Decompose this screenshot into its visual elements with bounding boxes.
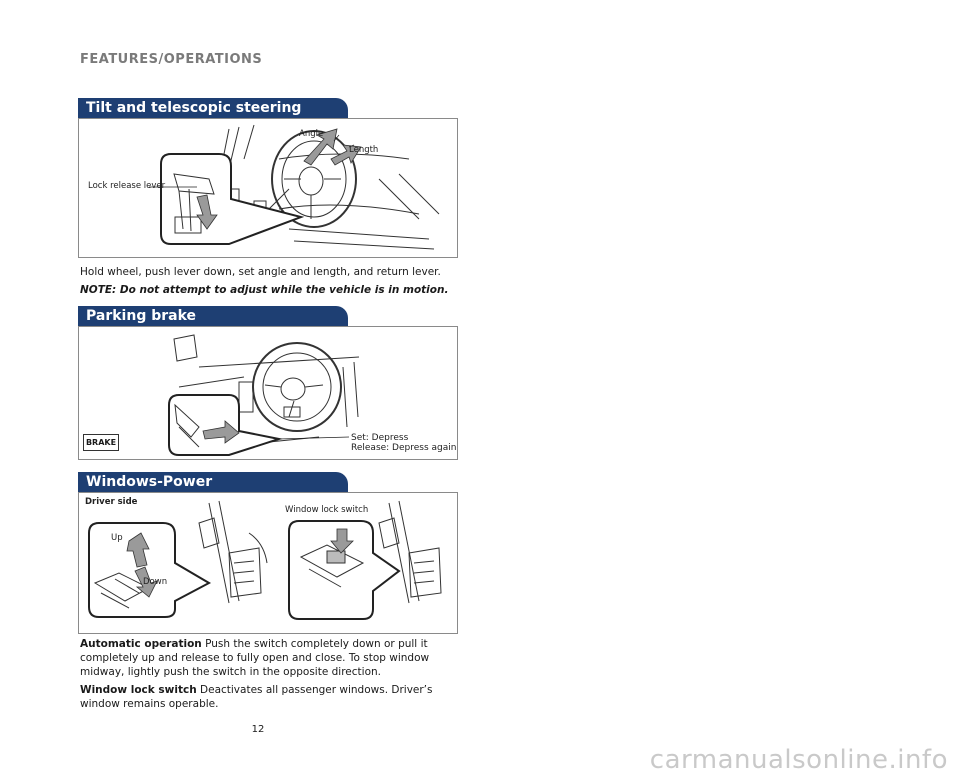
automatic-operation-label: Automatic operation (80, 638, 202, 650)
parking-release-label: Release: Depress again (351, 443, 457, 453)
tilt-note: NOTE: Do not attempt to adjust while the vehicle is in motion. (80, 284, 449, 296)
page-header: FEATURES/OPERATIONS (80, 52, 263, 67)
callout-down: Down (143, 577, 168, 587)
windows-instructions (80, 637, 460, 711)
window-lock-text: Deactivates all passenger windows. Driver’s window remains operable. (80, 684, 433, 710)
page-number: 12 (251, 724, 265, 735)
callout-up: Up (111, 533, 123, 543)
figure-parking-brake (78, 326, 458, 460)
window-lock-paragraph (80, 683, 460, 711)
callout-lock-release-lever: Lock release lever (88, 181, 166, 191)
figure-windows (78, 492, 458, 634)
watermark: carmanualsonline.info (649, 745, 948, 775)
section-tab-windows-power: Windows-Power (78, 472, 348, 492)
callout-angle: Angle (299, 129, 324, 139)
brake-badge: BRAKE (83, 434, 119, 451)
section-tab-tilt: Tilt and telescopic steering (78, 98, 348, 118)
window-lock-switch-callout: Window lock switch (285, 505, 369, 515)
windows-illustration (79, 493, 457, 633)
parking-set-label: Set: Depress (351, 433, 409, 443)
callout-length: Length (349, 145, 379, 155)
automatic-operation-paragraph (80, 637, 460, 679)
driver-side-label: Driver side (85, 497, 138, 507)
automatic-operation-text: Push the switch completely down or pull it completely up and release to fully open and close. To stop window midway, lightly push the switch in the opposite direction. (80, 638, 430, 678)
section-tab-parking-brake: Parking brake (78, 306, 348, 326)
figure-tilt (78, 118, 458, 258)
tilt-instructions: Hold wheel, push lever down, set angle and length, and return lever. (80, 266, 441, 278)
window-lock-label: Window lock switch (80, 684, 197, 696)
